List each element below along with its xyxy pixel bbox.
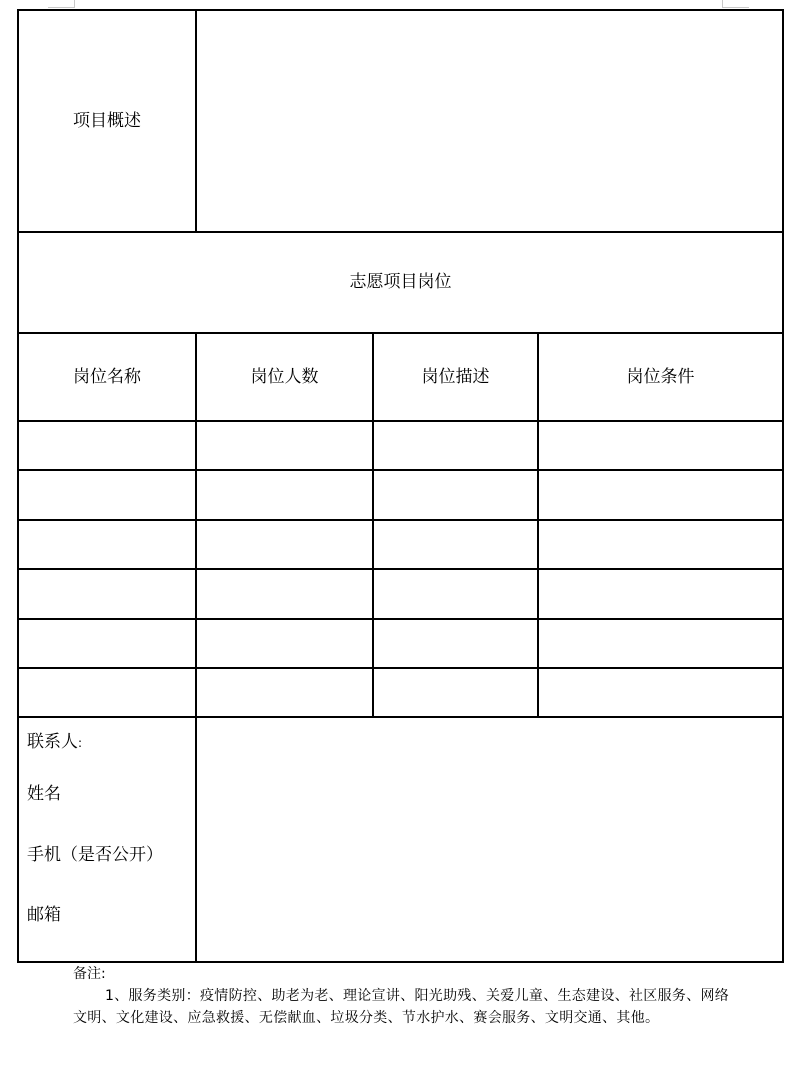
table-cell[interactable] bbox=[538, 421, 783, 470]
table-cell[interactable] bbox=[373, 668, 538, 717]
table-cell[interactable] bbox=[373, 520, 538, 569]
table-cell[interactable] bbox=[18, 619, 196, 668]
contact-row bbox=[18, 717, 783, 962]
contact-heading bbox=[27, 732, 195, 784]
positions-section-title: 志愿项目岗位 bbox=[18, 232, 783, 333]
overview-label: 项目概述 bbox=[18, 10, 196, 232]
column-header-position-requirements: 岗位条件 bbox=[538, 333, 783, 421]
table-cell[interactable] bbox=[373, 619, 538, 668]
table-cell[interactable] bbox=[18, 569, 196, 619]
column-header-position-count: 岗位人数 bbox=[196, 333, 373, 421]
table-row bbox=[18, 619, 783, 668]
table-cell[interactable] bbox=[373, 421, 538, 470]
column-header-position-description: 岗位描述 bbox=[373, 333, 538, 421]
table-cell[interactable] bbox=[196, 520, 373, 569]
table-cell[interactable] bbox=[373, 470, 538, 520]
positions-title-row bbox=[18, 232, 783, 333]
contact-labels-cell bbox=[18, 717, 196, 962]
volunteer-project-form bbox=[17, 9, 784, 963]
table-cell[interactable] bbox=[196, 569, 373, 619]
table-cell[interactable] bbox=[538, 470, 783, 520]
table-cell[interactable] bbox=[18, 520, 196, 569]
column-header-position-name: 岗位名称 bbox=[18, 333, 196, 421]
contact-phone-label: 手机（是否公开） bbox=[27, 845, 163, 865]
table-cell[interactable] bbox=[538, 619, 783, 668]
table-cell[interactable] bbox=[373, 569, 538, 619]
table-row bbox=[18, 569, 783, 619]
overview-row bbox=[18, 10, 783, 232]
table-row bbox=[18, 421, 783, 470]
table-cell[interactable] bbox=[18, 421, 196, 470]
table-cell[interactable] bbox=[538, 569, 783, 619]
table-cell[interactable] bbox=[196, 421, 373, 470]
remarks-service-categories: 1、服务类别：疫情防控、助老为老、理论宣讲、阳光助残、关爱儿童、生态建设、社区服务、网络文明、文化建设、应急救援、无偿献血、垃圾分类、节水护水、赛会服务、文明交通、其他。 bbox=[73, 988, 730, 1026]
table-cell[interactable] bbox=[18, 470, 196, 520]
table-row bbox=[18, 470, 783, 520]
contact-email-label: 邮箱 bbox=[27, 905, 61, 925]
remarks-section bbox=[73, 963, 733, 1029]
table-row bbox=[18, 520, 783, 569]
table-cell[interactable] bbox=[538, 668, 783, 717]
contact-content-cell[interactable] bbox=[196, 717, 783, 962]
table-cell[interactable] bbox=[196, 668, 373, 717]
remarks-heading: 备注: bbox=[73, 966, 106, 982]
table-row bbox=[18, 668, 783, 717]
table-cell[interactable] bbox=[538, 520, 783, 569]
table-cell[interactable] bbox=[196, 470, 373, 520]
overview-content-cell[interactable] bbox=[196, 10, 783, 232]
positions-header-row bbox=[18, 333, 783, 421]
contact-heading-text: 联系人 bbox=[27, 732, 78, 752]
contact-heading-colon: : bbox=[78, 736, 83, 750]
table-cell[interactable] bbox=[196, 619, 373, 668]
contact-name-label: 姓名 bbox=[27, 784, 61, 804]
page-corner-mark-left bbox=[48, 0, 75, 8]
page-corner-mark-right bbox=[722, 0, 749, 8]
table-cell[interactable] bbox=[18, 668, 196, 717]
